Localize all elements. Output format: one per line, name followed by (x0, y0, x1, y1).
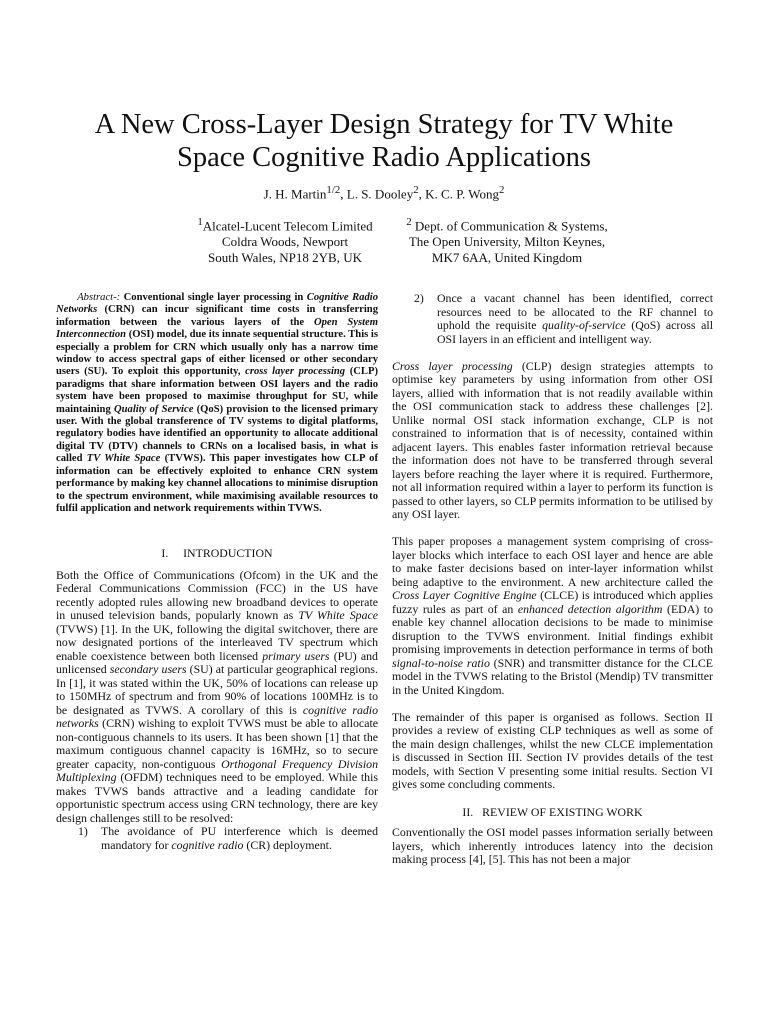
paper-title (40, 108, 728, 174)
left-column (56, 292, 378, 852)
affiliation-1-marker: 1 (197, 216, 203, 228)
abstract-label: Abstract-: (77, 292, 121, 303)
affiliation-2-marker: 2 (406, 216, 412, 228)
author-1: J. H. Martin (263, 186, 327, 202)
intro-paragraph: Both the Office of Communications (Ofcom) in the UK and the Federal Communications Commission (FCC) in the US have recently adopted rules allowing new broadband devices to operate in unused television bands, popularly known as TV White Space (TVWS) [1]. In the UK, following the digital switchover, there are now designated portions of the interleaved TV spectrum which enable coexistence between both licensed primary users (PU) and unlicensed secondary users (SU) at particular geographical regions. In [1], it was stated within the UK, 50% of locations can release up to 150MHz of spectrum and from 90% of locations 100MHz is to be designated as TVWS. A corollary of this is cognitive radio networks (CRN) wishing to exploit TVWS must be able to allocate non-contiguous channels to its users. It has been shown [1] that the maximum contiguous channel capacity is 16MHz, so to secure greater capacity, non-contiguous Orthogonal Frequency Division Multiplexing (OFDM) techniques need to be employed. While this makes TVWS bands attractive and a leading candidate for opportunistic spectrum access using CRN technology, there are key design challenges still to be resolved: (56, 567, 379, 825)
affiliation-2-line-2: The Open University, Milton Keynes, (408, 234, 606, 250)
section-heading-review: II. REVIEW OF EXISTING WORK (462, 804, 643, 819)
affiliation-2-line-1: Dept. of Communication & Systems, (411, 218, 608, 234)
clp-paragraph: Cross layer processing (CLP) design strategies attempts to optimise key parameters by using information from other OSI layers, allied with information that is not readily available within the OSI communication stack to address these challenges [2]. Unlike normal OSI stack information exchange, CLP is not constrained to information that is of necessity, contained within adjacent layers. This enables faster information retrieval because the information does not have to be transferred through several layers before reaching the layer where it is required. Furthermore, not all information required within a layer to perform its function is passed to other layers, so CLP permits information to be utilised by any OSI layer. (392, 358, 713, 521)
challenge-item-2: 2) Once a vacant channel has been identified, correct resources need to be allocated to the RF channel to uphold the requisite quality-of-service (QoS) across all OSI layers in an efficient and intelligent way. (414, 291, 713, 346)
title-line-2: Space Cognitive Radio Applications (177, 142, 591, 173)
author-list (40, 182, 728, 202)
affiliation-1-line-1: Alcatel-Lucent Telecom Limited (202, 218, 373, 234)
author-1-affil: 1/2 (326, 184, 341, 196)
affiliation-2-line-3: MK7 6AA, United Kingdom (431, 250, 583, 266)
author-2-affil: 2 (413, 184, 419, 196)
challenge-number: 1) (78, 824, 88, 839)
affiliation-2 (398, 214, 616, 266)
affiliation-1 (185, 214, 385, 266)
challenge-list-continued (392, 292, 713, 346)
affiliation-1-line-2: Coldra Woods, Newport (221, 234, 349, 250)
challenge-item-1: 1) The avoidance of PU interference which is deemed mandatory for cognitive radio (CR) deployment. (78, 824, 378, 852)
author-3-affil: 2 (498, 184, 505, 196)
author-3: , K. C. P. Wong (418, 186, 499, 202)
section-heading-introduction: I. INTRODUCTION (161, 546, 273, 561)
organisation-paragraph: The remainder of this paper is organised as follows. Section II provides a review of existing CLP techniques as well as some of the main design challenges, whilst the new CLCE implementation is discussed in Section III. Section IV provides details of the test models, with Section V presenting some initial results. Section VI gives some concluding comments. (392, 709, 713, 791)
review-paragraph: Conventionally the OSI model passes information serially between layers, which inherently introduces latency into the decision making process [4], [5]. This has not been a major (392, 825, 713, 866)
title-line-1: A New Cross-Layer Design Strategy for TV White (94, 109, 674, 140)
proposal-paragraph: This paper proposes a management system comprising of cross-layer blocks which interface to each OSI layer and hence are able to make faster decisions based on inter-layer information whilst being adaptive to the environment. A new architecture called the Cross Layer Cognitive Engine (CLCE) is introduced which applies fuzzy rules as part of an enhanced detection algorithm (EDA) to enable key channel allocation decisions to be made to minimise disruption to the TVWS environment. Initial findings exhibit promising improvements in detection performance in terms of both signal-to-noise ratio (SNR) and transmitter distance for the CLCE model in the TVWS relating to the Bristol (Mendip) TV transmitter in the United Kingdom. (392, 534, 713, 697)
right-column (392, 292, 713, 867)
affiliation-1-line-3: South Wales, NP18 2YB, UK (207, 250, 362, 266)
abstract: Abstract-: Conventional single layer processing in Cognitive Radio Networks (CRN) can incur significant time costs in transferring information between the various layers of the Open System Interconnection (OSI) model, due its innate sequential structure. This is especially a problem for CRN which usually only has a narrow time window to access spectral gaps of either licensed or other secondary users (SU). To exploit this opportunity, cross layer processing (CLP) paradigms that share information between OSI layers and the radio system have been proposed to maximise throughput for SU, while maintaining Quality of Service (QoS) provision to the licensed primary user. With the global transference of TV systems to digital platforms, regulatory bodies have identified an opportunity to allocate additional digital TV (DTV) channels to CRNs on a localised basis, in what is called TV White Space (TVWS). This paper investigates how CLP of information can be effectively exploited to enhance CRN system performance by making key channel allocations to minimise disruption to the spectrum environment, while maximising available resources to fulfil application and network requirements within TVWS. (56, 292, 378, 514)
challenge-list (56, 825, 378, 852)
author-2: , L. S. Dooley (340, 186, 414, 202)
challenge-number: 2) (414, 291, 424, 305)
